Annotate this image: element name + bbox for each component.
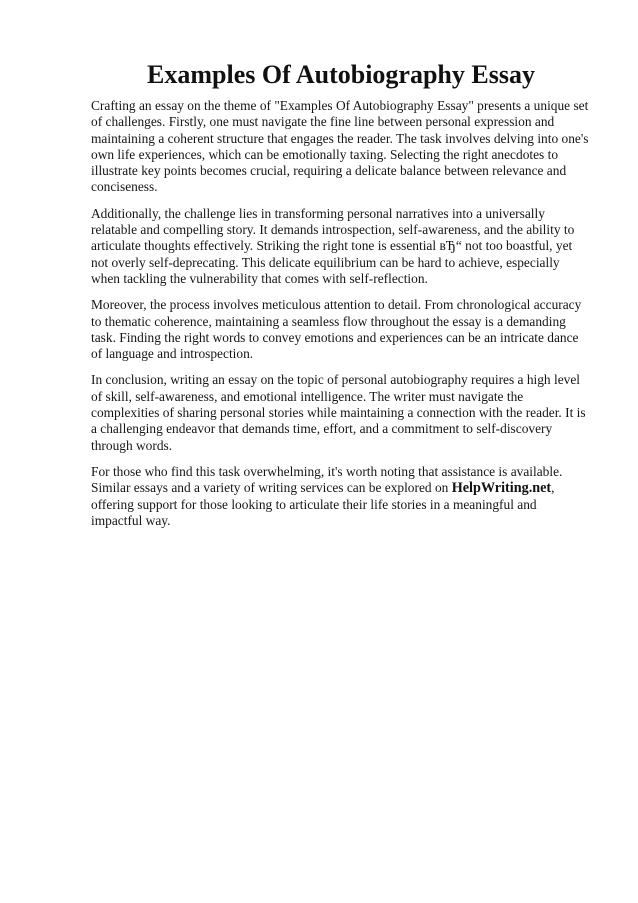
paragraph-5 [91,464,591,529]
paragraph-3: Moreover, the process involves meticulous attention to detail. From chronological accuracy to thematic coherence, maintaining a seamless flow throughout the essay is a demanding task. Finding the right words to convey emotions and experiences can be an intricate dance of language and introspection. [91,297,582,362]
helpwriting-link[interactable]: HelpWriting.net [451,480,552,497]
paragraph-2: Additionally, the challenge lies in transforming personal narratives into a universally relatable and compelling story. It demands introspection, self-awareness, and the ability to articulate thoughts effectively. Striking the right tone is essential вЂ“ not too boastful, yet not overly self-deprecating. This delicate equilibrium can be hard to achieve, especially when tackling the vulnerability that comes with self-reflection. [91,205,575,286]
page-title: Examples Of Autobiography Essay [147,60,535,89]
paragraph-1: Crafting an essay on the theme of "Examples Of Autobiography Essay" presents a unique set of challenges. Firstly, one must navigate the fine line between personal expression and maintaining a coherent structure that engages the reader. The task involves delving into one's own life experiences, which can be emotionally taxing. Selecting the right anecdotes to illustrate key points becomes crucial, requiring a delicate balance between relevance and conciseness. [91,98,589,195]
paragraph-5-outro: , offering support for those looking to articulate their life stories in a meaningful and impactful way. [91,480,555,528]
paragraph-4: In conclusion, writing an essay on the topic of personal autobiography requires a high level of skill, self-awareness, and emotional intelligence. The writer must navigate the complexities of sharing personal stories while maintaining a connection with the reader. It is a challenging endeavor that demands time, effort, and a commitment to self-discovery through words. [91,372,586,453]
essay-body [91,98,591,529]
paragraph-5-intro: For those who find this task overwhelming, it's worth noting that assistance is available. Similar essays and a variety of writing services can be explored on [91,463,563,496]
